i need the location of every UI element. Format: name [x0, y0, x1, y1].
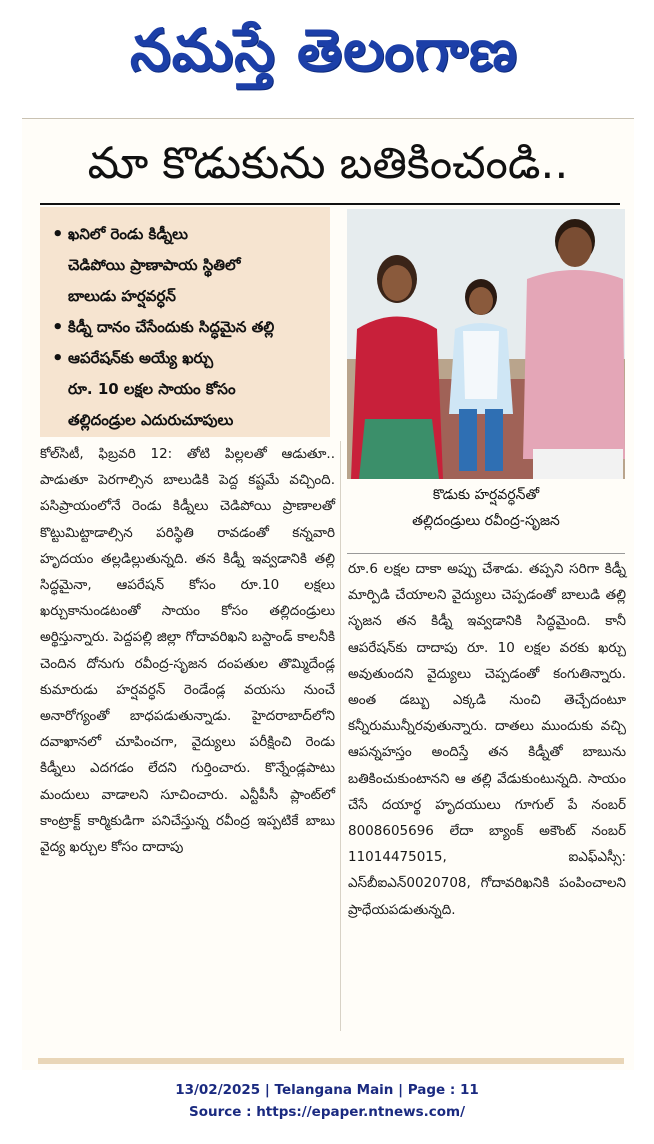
- article-paragraph-left: కోల్‌సిటీ, ఫిబ్రవరి 12: తోటి పిల్లలతో ఆడుతూ.. పాడుతూ పెరగాల్సిన బాలుడికి పెద్ద కష్టమే వచ్చింది. పసిప్రాయంలోనే రెండు కిడ్నీలు చెడిపోయి ప్రాణాలతో కొట్టుమిట్టాడాల్సిన పరిస్థితి రావడంతో కన్నవారి హృదయం తల్లడిల్లుతున్నది. తన కిడ్నీ ఇవ్వడానికి తల్లి సిద్ధమైనా, ఆపరేషన్ కోసం రూ.10 లక్షలు ఖర్చుకానుండటంతో సాయం కోసం తల్లిదండ్రులు అర్థిస్తున్నారు. పెద్దపల్లి జిల్లా గోదావరిఖని బస్టాండ్ కాలనీకి చెందిన దోనుగు రవీంద్ర-సృజన దంపతుల తొమ్మిదేండ్ల కుమారుడు హర్షవర్ధన్ రెండేండ్ల వయసు నుంచే అనారోగ్యంతో బాధపడుతున్నాడు. హైదరాబాద్‌లోని దవాఖానలో చూపించగా, వైద్యులు పరీక్షించి రెండు కిడ్నీలు ఎదగడం లేదని గుర్తించారు. కొన్నేండ్లపాటు మందులు వాడాలని సూచించారు. ఎన్టీపీసీ ప్లాంట్‌లో కాంట్రాక్ట్ కార్మికుడిగా పనిచేస్తున్న రవీంద్ర ఇప్పటికే బాబు వైద్య ఖర్చుల కోసం దాదాపు: [40, 446, 335, 856]
- bottom-rule: [38, 1058, 624, 1064]
- family-photo: [347, 209, 625, 479]
- article-body-left-column: [40, 441, 335, 1041]
- newspaper-logo: నమస్తే తెలంగాణ: [130, 16, 518, 84]
- highlights-list: [50, 219, 320, 436]
- photo-caption-line1: కొడుకు హర్షవర్ధన్‌తో: [432, 487, 540, 503]
- highlight-item: • ఖనిలో రెండు కిడ్నీలు: [50, 219, 320, 250]
- highlights-box: [40, 207, 330, 437]
- photo-caption-line2: తల్లిదండ్రులు రవీంద్ర-సృజన: [412, 513, 560, 529]
- article-body-right-column: [348, 556, 626, 1036]
- highlight-item: • ఆపరేషన్‌కు అయ్యే ఖర్చు: [50, 343, 320, 374]
- highlight-item-continued: రూ. 10 లక్షల సాయం కోసం: [68, 380, 236, 398]
- masthead: [0, 0, 654, 100]
- highlight-item-continued: చెడిపోయి ప్రాణాపాయ స్థితిలో: [68, 256, 241, 274]
- article-paragraph-right: రూ.6 లక్షల దాకా అప్పు చేశాడు. తప్పని సరిగా కిడ్నీ మార్పిడి చేయాలని వైద్యులు చెప్పడంతో బాలుడి తల్లి సృజన తన కిడ్నీ ఇవ్వడానికి సిద్ధమైంది. కానీ ఆపరేషన్‌కు దాదాపు రూ. 10 లక్షల వరకు ఖర్చు అవుతుందని వైద్యులు చెప్పడంతో కంగుతిన్నారు. అంత డబ్బు ఎక్కడి నుంచి తెచ్చేదంటూ కన్నీరుమున్నీరవుతున్నారు. దాతలు ముందుకు వచ్చి ఆపన్నహస్తం అందిస్తే తన కిడ్నీతో బాబును బతికించుకుంటానని ఆ తల్లి వేడుకుంటున్నది. సాయం చేసే దయార్థ హృదయులు గూగుల్ పే నంబర్ 8008605696 లేదా బ్యాంక్ అకౌంట్ నంబర్ 11014475015, ఐఎఫ్ఎస్సీ: ఎస్‌బీఐఎన్0020708, గోదావరిఖనికి పంపించాలని ప్రాధేయపడుతున్నది.: [348, 561, 626, 918]
- highlight-item: • కిడ్నీ దానం చేసేందుకు సిద్ధమైన తల్లి: [50, 312, 320, 343]
- epaper-source: Source : https://epaper.ntnews.com/: [188, 1104, 466, 1120]
- top-rule: [22, 118, 634, 119]
- column-divider: [340, 441, 341, 1031]
- highlight-item-continued: తల్లిదండ్రుల ఎదురుచూపులు: [68, 411, 234, 429]
- photo-caption: [347, 482, 625, 550]
- epaper-date-edition-page: 13/02/2025 | Telangana Main | Page : 11: [175, 1082, 479, 1098]
- article-headline: మా కొడుకును బతికించండి..: [87, 138, 569, 189]
- caption-rule: [347, 553, 625, 554]
- highlight-item-continued: బాలుడు హర్షవర్ధన్: [68, 287, 176, 305]
- headline-rule: [40, 203, 620, 205]
- family-photo-illustration: [347, 209, 625, 479]
